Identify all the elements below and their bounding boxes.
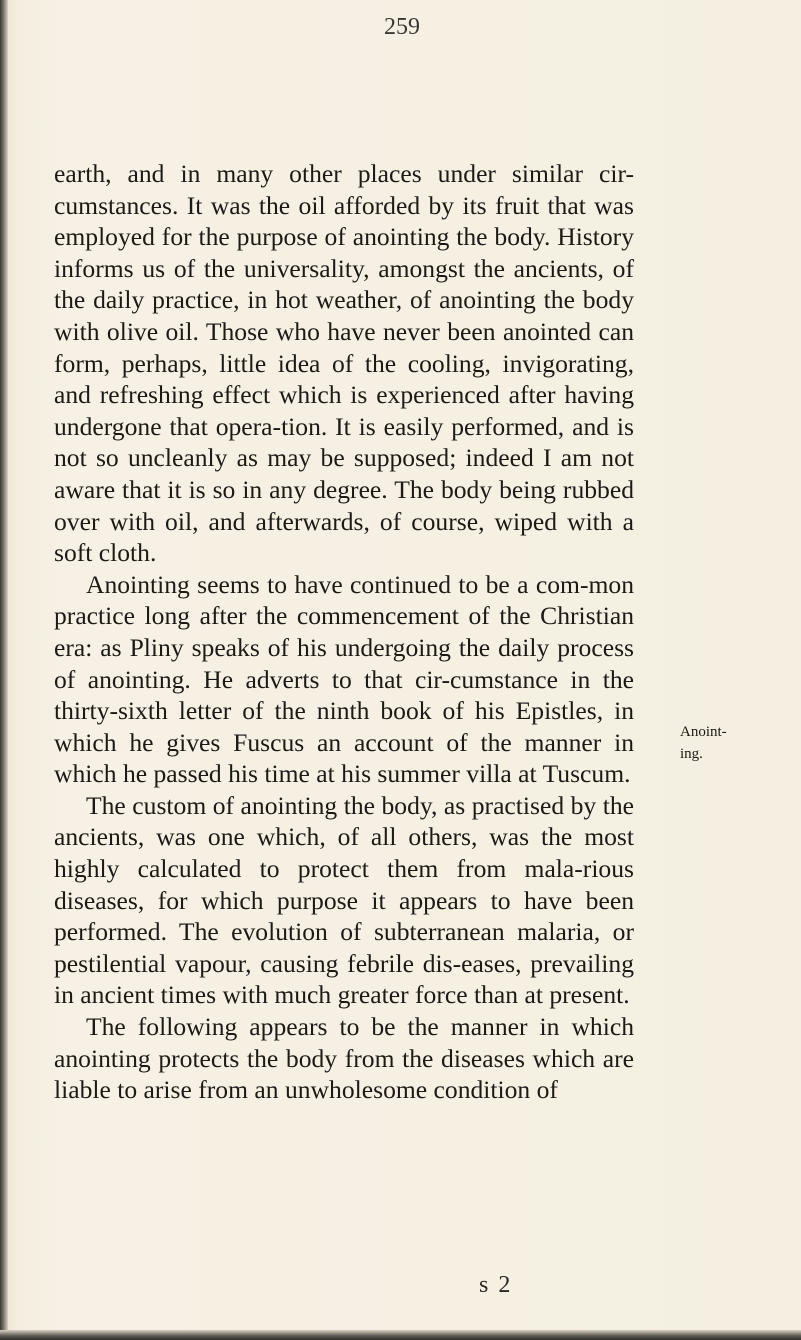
paragraph-1: earth, and in many other places under similar cir-cumstances. It was the oil afforded by its fruit that was employed for the purpose of anointing the body. History informs us of the universality, amongst the ancients, of the daily practice, in hot weather, of anointing the body with olive oil. Those who have never been anointed can form, perhaps, little idea of the cooling, invigorating, and refreshing effect which is experienced after having undergone that opera-tion. It is easily performed, and is not so uncleanly as may be supposed; indeed I am not aware that it is so in any degree. The body being rubbed over with oil, and afterwards, of course, wiped with a soft cloth. [54, 159, 634, 568]
margin-note-line-2: ing. [680, 746, 703, 762]
paragraph-4: The following appears to be the manner in which anointing protects the body from the diseases which are liable to arise from an unwholesome condition of [54, 1012, 634, 1105]
paragraph-3: The custom of anointing the body, as practised by the ancients, was one which, of all others, was the most highly calculated to protect them from mala-rious diseases, for which purpose it appears to have been performed. The evolution of subterranean malaria, or pestilential vapour, causing febrile dis-eases, prevailing in ancient times with much greater force than at present. [54, 790, 634, 1010]
bottom-edge [0, 1330, 801, 1340]
page-number: 259 [384, 14, 420, 40]
margin-note [680, 721, 727, 765]
paragraph-2: Anointing seems to have continued to be a com-mon practice long after the commencement of the Christian era: as Pliny speaks of his undergoing the daily process of anointing. He adverts to that cir-cumstance in the thirty-sixth letter of the ninth book of his Epistles, in which he gives Fuscus an account of the manner in which he passed his time at his summer villa at Tuscum. [54, 569, 634, 789]
signature-mark: s 2 [479, 1272, 513, 1298]
body-text [54, 158, 634, 1106]
binding-edge [0, 0, 8, 1340]
margin-note-line-1: Anoint- [680, 724, 727, 740]
